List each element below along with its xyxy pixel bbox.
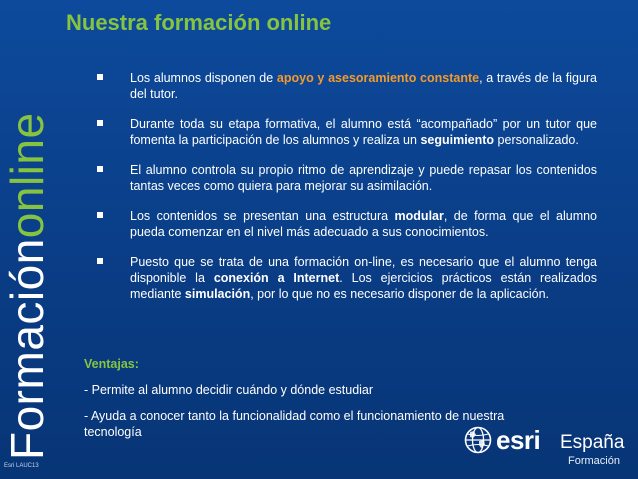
bullet-item: Puesto que se trata de una formación on-line, es necesario que el alumno tenga disponible la conexión a Internet. Los ejercicios prácticos están realizados mediante simulación, por lo que no es necesario disponer de la aplicación. [97, 254, 597, 302]
logo-country: España [560, 432, 625, 453]
ventajas-title: Ventajas: [84, 357, 139, 371]
globe-icon [464, 426, 492, 454]
side-title-word1: Formación [1, 238, 53, 460]
slide-title: Nuestra formación online [66, 10, 332, 35]
bullet-square-icon [97, 212, 103, 218]
bold-text: modular [394, 209, 444, 223]
bullet-square-icon [97, 166, 103, 172]
logo-subtitle: Formación [568, 455, 620, 467]
bullet-item: Durante toda su etapa formativa, el alumno está “acompañado” por un tutor que fomenta la participación de los alumnos y realiza un seguimiento personalizado. [97, 116, 597, 148]
bold-text: conexión a Internet [213, 271, 340, 285]
bullet-square-icon [97, 258, 103, 264]
bullet-item: Los contenidos se presentan una estructura modular, de forma que el alumno pueda comenzar en el nivel más adecuado a sus conocimientos. [97, 208, 597, 240]
side-title-word2: online [1, 112, 53, 239]
footer-code: Esri LAUC13 [4, 463, 39, 469]
bold-text: simulación [184, 287, 251, 301]
bold-text: seguimiento [420, 133, 495, 147]
esri-logo [462, 421, 632, 471]
side-title [1, 112, 53, 460]
highlight-text: apoyo y asesoramiento constante [276, 71, 480, 85]
bullet-list [97, 70, 597, 316]
ventajas-item: - Permite al alumno decidir cuándo y dónde estudiar [84, 383, 374, 397]
bullet-item: El alumno controla su propio ritmo de aprendizaje y puede repasar los contenidos tantas veces como quiera para mejorar su asimilación. [97, 162, 597, 194]
bullet-square-icon [97, 120, 103, 126]
ventajas-item: - Ayuda a conocer tanto la funcionalidad como el funcionamiento de nuestra tecnología [84, 409, 505, 439]
bullet-square-icon [97, 74, 103, 80]
bullet-item: Los alumnos disponen de apoyo y asesoramiento constante, a través de la figura del tutor. [97, 70, 597, 102]
logo-brand: esri [496, 425, 541, 455]
